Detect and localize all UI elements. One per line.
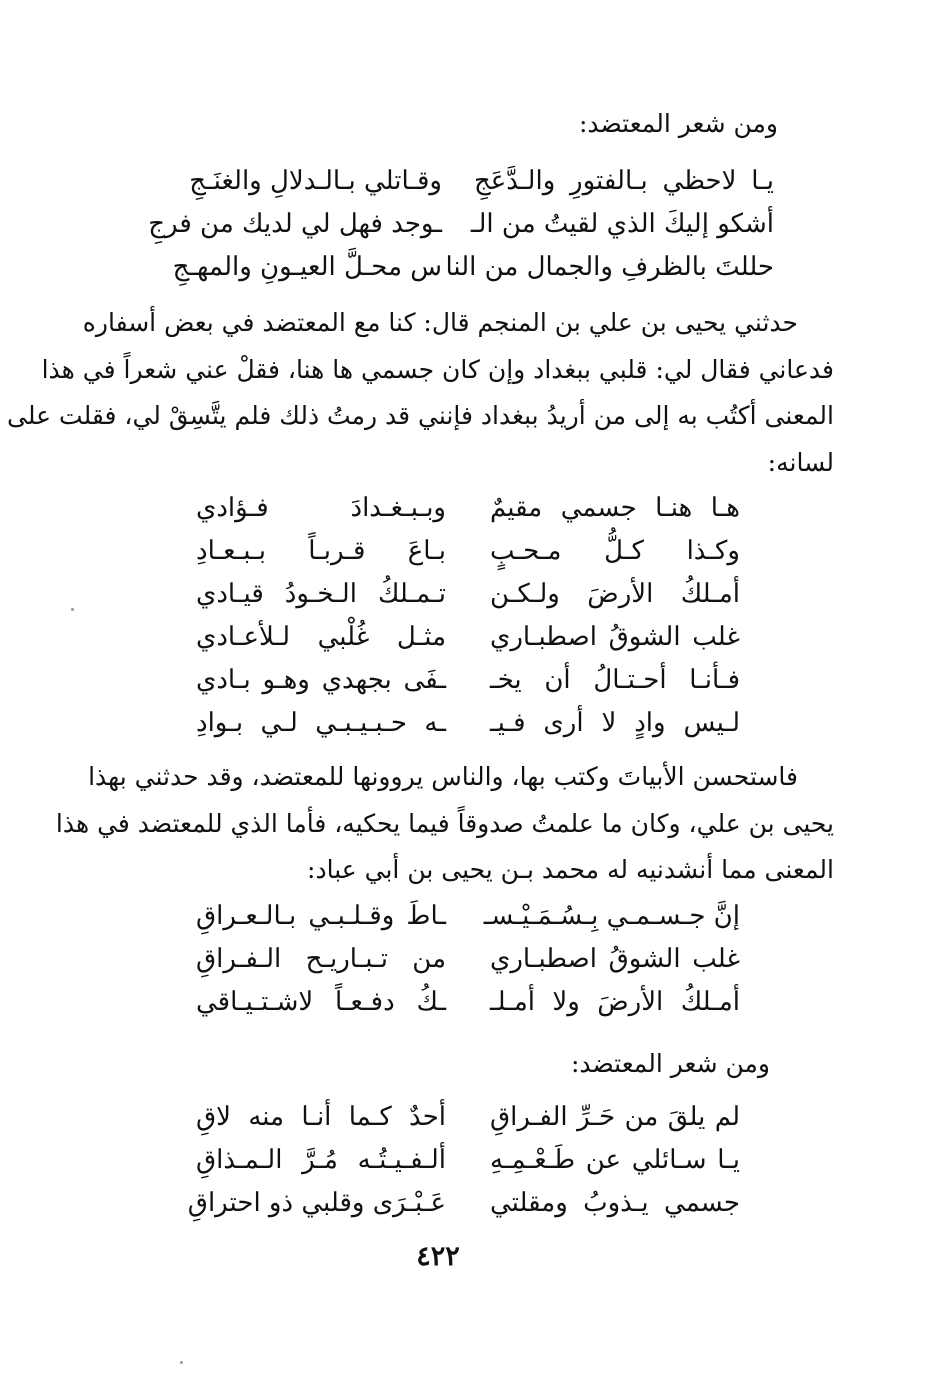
verse-line [150, 893, 796, 939]
prose-line: حدثني يحيى بن علي بن المنجم قال: كنا مع المعتضد في بعض أسفاره [82, 308, 798, 337]
verse-first-hemistich: إنَّ جـسـمـي بِـسُـمَـيْـسـ [483, 901, 740, 931]
prose-line: المعنى أكتُب به إلى من أريدُ ببغداد فإنني قد رمتُ ذلك فلم يتَّسِقْ لي، فقلت على [7, 401, 834, 430]
verse-second-hemistich: ـاطَ وقـلـبـي بـالـعـراقِ [196, 901, 446, 931]
section-heading: ومن شعر المعتضد: [570, 1049, 770, 1078]
verse-first-hemistich: وكـذا كـلُّ مـحـبٍ [490, 536, 740, 566]
verse-first-hemistich: أشكو إليكَ الذي لقيتُ من الـ [470, 209, 774, 239]
verse-line [150, 979, 796, 1025]
verse-line [150, 201, 796, 247]
verse-first-hemistich: غلب الشوقُ اصطبـاري [490, 622, 740, 652]
verse-second-hemistich: وبـبـغـدادَ فـؤادي [196, 493, 446, 523]
verse-second-hemistich: من تـبـاريـح الـفـراقِ [196, 944, 446, 974]
prose-line: يحيى بن علي، وكان ما علمتُ صدوقاً فيما يحكيه، فأما الذي للمعتضد في هذا [55, 808, 834, 838]
verse-second-hemistich: ـه حـبـيـبـي لـي بـوادِ [196, 708, 446, 738]
verse-second-hemistich: ألـفـيـتُـه مُـرَّ الـمـذاقِ [196, 1145, 446, 1175]
page-number: ٤٢٢ [416, 1241, 460, 1272]
verse-first-hemistich: غلب الشوقُ اصطبـاري [490, 944, 740, 974]
prose-line: فاستحسن الأبياتَ وكتب بها، والناس يروونها للمعتضد، وقد حدثني بهذا [88, 762, 798, 791]
verse-first-hemistich: يـا سـائلي عن طَـعْـمِـهِ [490, 1145, 740, 1175]
verse-line [150, 614, 796, 660]
verse-line [150, 1137, 796, 1183]
verse-second-hemistich: ـكُ دفـعـاً لاشـتـيـاقي [196, 987, 446, 1017]
prose-line: المعنى مما أنشدنيه له محمد بـن يحيى بن أبي عباد: [307, 855, 834, 884]
verse-first-hemistich: أمـلكُ الأرضَ ولـكـن [490, 579, 740, 609]
scan-speck [71, 608, 74, 611]
verse-line [150, 571, 796, 617]
verse-line [150, 528, 796, 574]
verse-first-hemistich: جسمي يـذوبُ ومقلتي [490, 1188, 740, 1218]
section-heading: ومن شعر المعتضد: [578, 109, 778, 138]
verse-line [150, 244, 796, 290]
verse-second-hemistich: عَـبْـرَى وقلبي ذو احتراقِ [187, 1188, 446, 1218]
verse-first-hemistich: يـا لاحظي بـالفتورِ والـدَّعَجِ [474, 166, 774, 196]
scan-speck [180, 1361, 183, 1364]
verse-first-hemistich: لم يلقَ من حَـرِّ الفـراقِ [490, 1102, 740, 1132]
verse-first-hemistich: حللتَ بالظرفِ والجمال من النا [445, 252, 774, 282]
verse-line [150, 700, 796, 746]
verse-second-hemistich: س محـلَّ العيـونِ والمهـجِ [172, 252, 442, 282]
verse-second-hemistich: تـمـلكُ الـخـودُ قيـادي [196, 579, 446, 609]
verse-line [150, 485, 796, 531]
verse-second-hemistich: بـاعَ قـربـاً بـبـعـادِ [196, 536, 446, 566]
prose-line: لسانه: [767, 447, 834, 477]
verse-first-hemistich: هـا هنـا جسمي مقيمٌ [490, 493, 740, 523]
verse-line [150, 936, 796, 982]
verse-first-hemistich: أمـلكُ الأرضَ ولا أمـلـ [490, 987, 740, 1017]
verse-second-hemistich: ـفَى بجهدي وهـو بـادي [196, 665, 446, 695]
verse-line [150, 657, 796, 703]
prose-paragraph [7, 300, 834, 486]
verse-second-hemistich: أحدٌ كـما أنـا منه لاقِ [196, 1102, 446, 1132]
verse-second-hemistich: مثـل غُلْبي لـلأعـادي [196, 622, 446, 652]
prose-paragraph [55, 754, 834, 894]
verse-line [150, 1094, 796, 1140]
verse-line [150, 158, 796, 204]
verse-first-hemistich: لـيس وادٍ لا أرى فـيـ [490, 708, 740, 738]
verse-second-hemistich: ـوجد فهل لي لديك من فرجِ [148, 209, 442, 239]
verse-first-hemistich: فـأنـا أحـتـالُ أن يخـ [490, 665, 740, 695]
verse-line [150, 1180, 796, 1226]
prose-line: فدعاني فقال لي: قلبي ببغداد وإن كان جسمي ها هنا، فقلْ عني شعراً في هذا [41, 354, 834, 384]
verse-second-hemistich: وقـاتلي بـالـدلالِ والغنَـجِ [189, 166, 442, 196]
